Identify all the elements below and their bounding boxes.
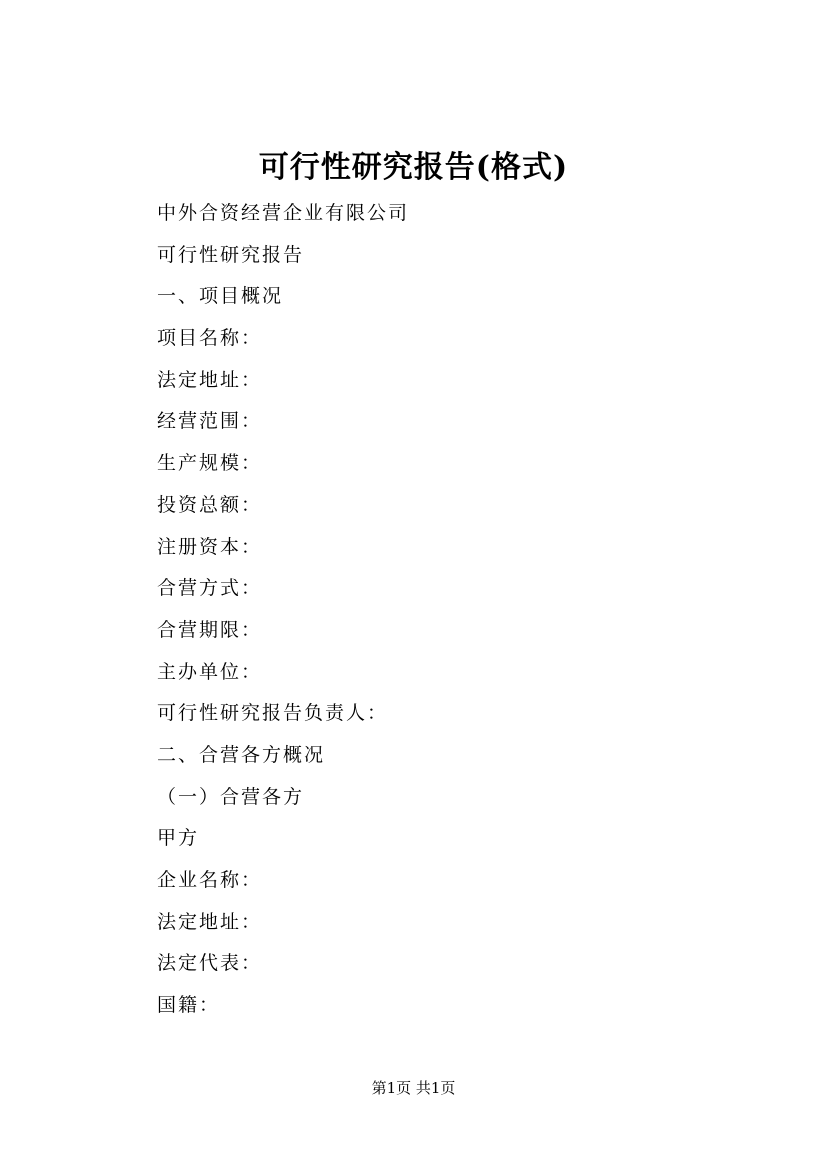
document-body — [157, 193, 757, 1027]
company-type-line: 中外合资经营企业有限公司 — [157, 202, 410, 224]
subsection-heading-parties: （一）合营各方 — [157, 785, 305, 808]
field-joint-venture-mode: 合营方式： — [157, 577, 263, 600]
field-total-investment: 投资总额： — [157, 493, 263, 516]
field-business-scope: 经营范围： — [157, 410, 263, 433]
page-footer: 第1页 共1页 — [371, 1079, 456, 1097]
field-report-responsible-person: 可行性研究报告负责人： — [157, 702, 389, 725]
section-heading-parties-overview: 二、合营各方概况 — [157, 743, 326, 766]
field-production-scale: 生产规模： — [157, 452, 263, 475]
report-subtitle-line: 可行性研究报告 — [157, 243, 305, 266]
section-heading-project-overview: 一、项目概况 — [157, 285, 284, 308]
party-a-label: 甲方 — [157, 827, 200, 850]
field-sponsor-unit: 主办单位： — [157, 660, 263, 683]
field-joint-venture-term: 合营期限： — [157, 618, 263, 641]
field-legal-representative: 法定代表： — [157, 952, 263, 975]
field-registered-capital: 注册资本： — [157, 535, 263, 558]
field-party-legal-address: 法定地址： — [157, 910, 263, 933]
field-nationality: 国籍： — [157, 994, 221, 1017]
field-enterprise-name: 企业名称： — [157, 869, 263, 891]
document-title: 可行性研究报告(格式) — [258, 150, 569, 185]
field-legal-address: 法定地址： — [157, 368, 263, 391]
field-project-name: 项目名称： — [157, 327, 263, 350]
